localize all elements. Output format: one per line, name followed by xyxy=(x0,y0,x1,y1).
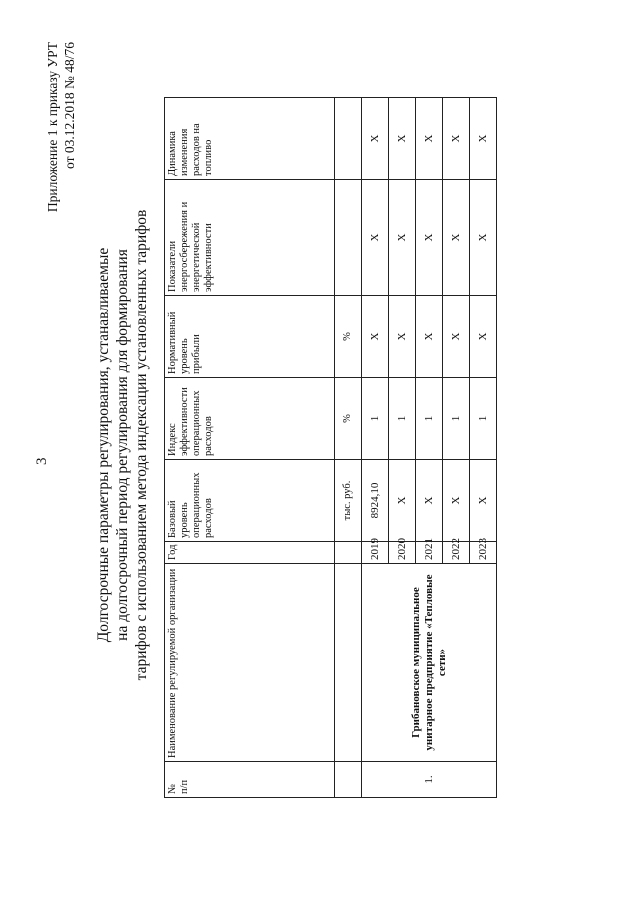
cell-profit: X xyxy=(416,296,443,378)
unit-profit: % xyxy=(335,296,362,378)
cell-energy: X xyxy=(470,180,497,296)
cell-year: 2023 xyxy=(470,542,497,564)
units-row xyxy=(335,98,362,798)
parameters-table xyxy=(164,97,497,798)
cell-profit: X xyxy=(389,296,416,378)
header-energy: Показатели энергосбережения и энергетической эффективности xyxy=(165,180,335,296)
header-base: Базовый уровень операционных расходов xyxy=(165,460,335,542)
cell-fuel: X xyxy=(362,98,389,180)
cell-year: 2022 xyxy=(443,542,470,564)
title-line-3: тарифов с использованием метода индексации установленных тарифов xyxy=(133,209,150,681)
cell-year: 2020 xyxy=(389,542,416,564)
unit-num xyxy=(335,762,362,798)
table-row xyxy=(362,98,389,798)
cell-fuel: X xyxy=(470,98,497,180)
header-year: Год xyxy=(165,542,335,564)
header-profit: Нормативный уровень прибыли xyxy=(165,296,335,378)
cell-efficiency: 1 xyxy=(443,378,470,460)
cell-efficiency: 1 xyxy=(416,378,443,460)
cell-efficiency: 1 xyxy=(362,378,389,460)
document-title xyxy=(94,95,151,795)
cell-base: X xyxy=(389,460,416,542)
header-num: № п/п xyxy=(165,762,335,798)
cell-base: X xyxy=(443,460,470,542)
appendix-line-1: Приложение 1 к приказу УРТ xyxy=(45,42,60,213)
header-efficiency: Индекс эффективности операционных расходов xyxy=(165,378,335,460)
cell-energy: X xyxy=(389,180,416,296)
row-number: 1. xyxy=(362,762,497,798)
appendix-line-2: от 03.12.2018 № 48/76 xyxy=(62,42,77,169)
organization-name: Грибановское муниципальное унитарное предприятие «Тепловые сети» xyxy=(362,564,497,762)
cell-fuel: X xyxy=(416,98,443,180)
title-line-2: на долгосрочный период регулирования для формирования xyxy=(114,249,131,641)
cell-energy: X xyxy=(362,180,389,296)
cell-energy: X xyxy=(443,180,470,296)
cell-base: X xyxy=(416,460,443,542)
cell-efficiency: 1 xyxy=(470,378,497,460)
cell-base: 8924,10 xyxy=(362,460,389,542)
header-fuel: Динамика изменения расходов на топливо xyxy=(165,98,335,180)
cell-energy: X xyxy=(416,180,443,296)
cell-profit: X xyxy=(470,296,497,378)
cell-fuel: X xyxy=(443,98,470,180)
unit-energy xyxy=(335,180,362,296)
unit-efficiency: % xyxy=(335,378,362,460)
cell-year: 2021 xyxy=(416,542,443,564)
unit-base: тыс. руб. xyxy=(335,460,362,542)
title-line-1: Долгосрочные параметры регулирования, устанавливаемые xyxy=(95,247,112,643)
page-number: 3 xyxy=(34,457,50,465)
header-row xyxy=(165,98,335,798)
cell-profit: X xyxy=(443,296,470,378)
header-org: Наименование регулируемой организации xyxy=(165,564,335,762)
cell-profit: X xyxy=(362,296,389,378)
unit-org xyxy=(335,564,362,762)
appendix-note xyxy=(44,42,78,212)
unit-fuel xyxy=(335,98,362,180)
cell-year: 2019 xyxy=(362,542,389,564)
cell-base: X xyxy=(470,460,497,542)
cell-fuel: X xyxy=(389,98,416,180)
cell-efficiency: 1 xyxy=(389,378,416,460)
unit-year xyxy=(335,542,362,564)
